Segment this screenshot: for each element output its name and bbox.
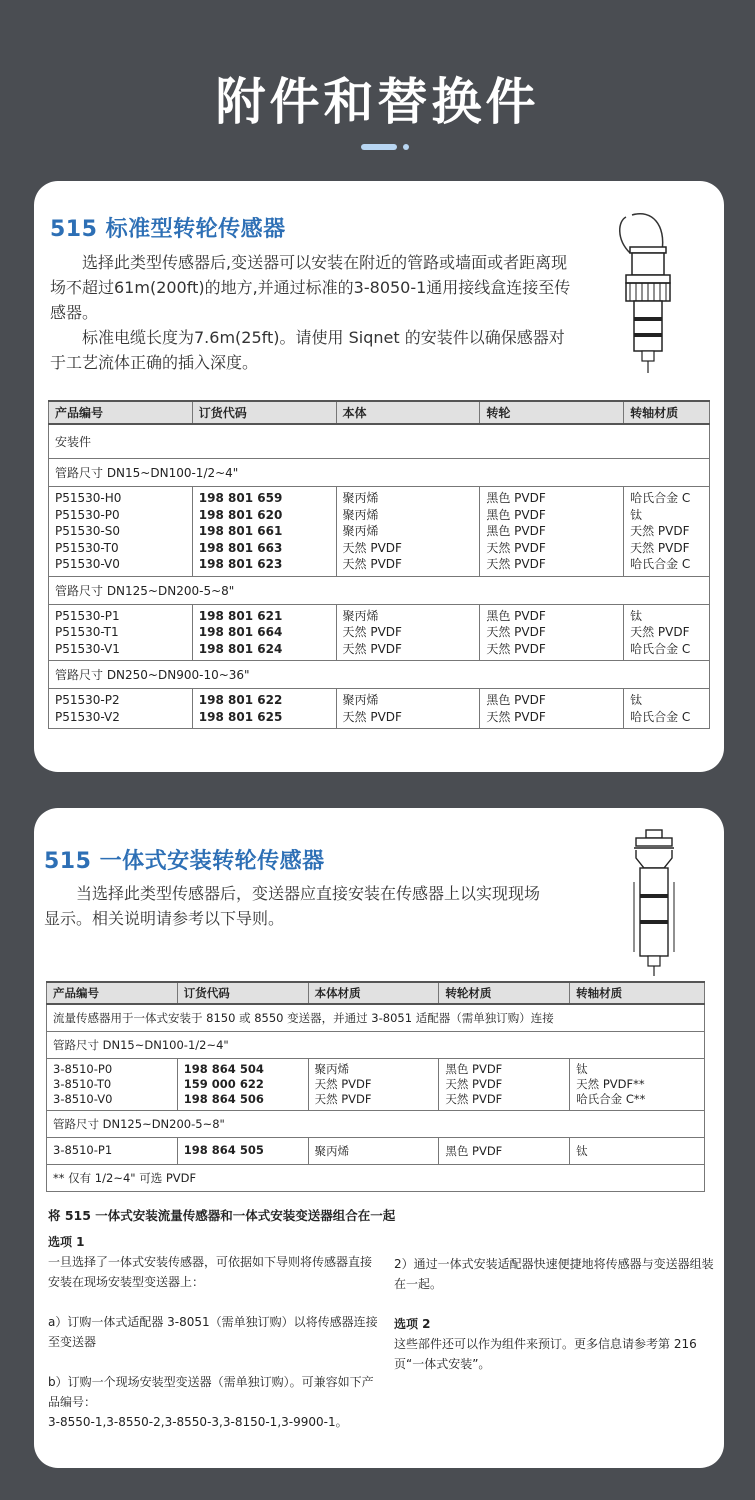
section-description [50, 250, 580, 375]
table-row [49, 689, 710, 729]
table-row [47, 1111, 705, 1138]
group-label: 管路尺寸 DN250~DN900-10~36" [49, 661, 710, 689]
rotor-cell: 黑色 PVDF [439, 1138, 570, 1165]
group-label: 管路尺寸 DN125~DN200-5~8" [49, 576, 710, 604]
shaft-cell: 钛 天然 PVDF 哈氏合金 C [624, 604, 710, 661]
order-code-cell: 198 801 622 198 801 625 [192, 689, 336, 729]
table-row [47, 1165, 705, 1192]
section-title: 515 标准型转轮传感器 [50, 217, 286, 242]
part-number-cell: 3-8510-P0 3-8510-T0 3-8510-V0 [47, 1059, 178, 1111]
table-row [49, 459, 710, 487]
order-code-cell: 198 864 504 159 000 622 198 864 506 [177, 1059, 308, 1111]
option1-step-2: 2）通过一体式安装适配器快速便捷地将传感器与变送器组装在一起。 [394, 1257, 714, 1291]
column-header: 订货代码 [192, 401, 336, 424]
note-row: 流量传感器用于一体式安装于 8150 或 8550 变送器，并通过 3-8051 适配器（需单独订购）连接 [47, 1004, 705, 1032]
column-header: 转轮 [480, 401, 624, 424]
option1-step-b: b）订购一个现场安装型变送器（需单独订购）。可兼容如下产品编号： [48, 1375, 374, 1409]
part-number-cell: 3-8510-P1 [47, 1138, 178, 1165]
option1-models: 3-8550-1,3-8550-2,3-8550-3,3-8150-1,3-9900-1。 [48, 1415, 348, 1429]
part-number-cell: P51530-P1 P51530-T1 P51530-V1 [49, 604, 193, 661]
standard-sensor-card [34, 181, 724, 772]
shaft-cell: 哈氏合金 C 钛 天然 PVDF 天然 PVDF 哈氏合金 C [624, 487, 710, 577]
table-header-row [47, 982, 705, 1004]
table-row [47, 1004, 705, 1032]
install-label: 安装件 [49, 424, 710, 459]
page-title: 附件和替换件 [215, 73, 540, 131]
column-header: 订货代码 [177, 982, 308, 1004]
table-row [49, 661, 710, 689]
column-header: 转轴材质 [570, 982, 705, 1004]
option1-step-a: a）订购一体式适配器 3-8051（需单独订购）以将传感器连接至变送器 [48, 1315, 378, 1349]
table-row [49, 424, 710, 459]
shaft-cell: 钛 [570, 1138, 705, 1165]
standard-sensor-table [48, 400, 710, 729]
table-row [47, 1138, 705, 1165]
integral-sensor-illustration [626, 828, 686, 978]
part-number-cell: P51530-P2 P51530-V2 [49, 689, 193, 729]
column-header: 产品编号 [49, 401, 193, 424]
body-cell: 聚丙烯 天然 PVDF 天然 PVDF [308, 1059, 439, 1111]
column-header: 本体 [336, 401, 480, 424]
sensor-illustration [612, 209, 682, 379]
description-paragraph: 标准电缆长度为7.6m(25ft)。请使用 Siqnet 的安装件以确保感器对于工艺流体正确的插入深度。 [50, 328, 565, 372]
combo-heading: 将 515 一体式安装流量传感器和一体式安装变送器组合在一起 [48, 1208, 396, 1223]
table-row [49, 576, 710, 604]
shaft-cell: 钛 天然 PVDF** 哈氏合金 C** [570, 1059, 705, 1111]
group-label: 管路尺寸 DN15~DN100-1/2~4" [47, 1032, 705, 1059]
option1-text: 一旦选择了一体式安装传感器，可依据如下导则将传感器直接安装在现场安装型变送器上： [48, 1255, 373, 1289]
body-cell: 聚丙烯 天然 PVDF 天然 PVDF [336, 604, 480, 661]
group-label: 管路尺寸 DN15~DN100-1/2~4" [49, 459, 710, 487]
rotor-cell: 黑色 PVDF 黑色 PVDF 黑色 PVDF 天然 PVDF 天然 PVDF [480, 487, 624, 577]
integral-sensor-table [46, 981, 705, 1192]
footnote: ** 仅有 1/2~4" 可选 PVDF [47, 1165, 705, 1192]
rotor-cell: 黑色 PVDF 天然 PVDF 天然 PVDF [439, 1059, 570, 1111]
option1-title: 选项 1 [48, 1235, 85, 1249]
table-row [49, 604, 710, 661]
option2-column [394, 1254, 718, 1374]
option1-column [48, 1232, 378, 1432]
body-cell: 聚丙烯 天然 PVDF [336, 689, 480, 729]
rotor-cell: 黑色 PVDF 天然 PVDF [480, 689, 624, 729]
section-description [44, 881, 544, 931]
order-code-cell: 198 801 659 198 801 620 198 801 661 198 801 663 198 801 623 [192, 487, 336, 577]
part-number-cell: P51530-H0 P51530-P0 P51530-S0 P51530-T0 P51530-V0 [49, 487, 193, 577]
column-header: 本体材质 [308, 982, 439, 1004]
integral-sensor-card [34, 808, 724, 1468]
description-paragraph: 当选择此类型传感器后，变送器应直接安装在传感器上以实现现场显示。相关说明请参考以下导则。 [44, 884, 541, 928]
column-header: 转轮材质 [439, 982, 570, 1004]
shaft-cell: 钛 哈氏合金 C [624, 689, 710, 729]
body-cell: 聚丙烯 [308, 1138, 439, 1165]
order-code-cell: 198 864 505 [177, 1138, 308, 1165]
option2-title: 选项 2 [394, 1317, 431, 1331]
table-row [47, 1032, 705, 1059]
rotor-cell: 黑色 PVDF 天然 PVDF 天然 PVDF [480, 604, 624, 661]
description-paragraph: 选择此类型传感器后,变送器可以安装在附近的管路或墙面或者距离现场不超过61m(200ft)的地方,并通过标准的3-8050-1通用接线盒连接至传感器。 [50, 253, 571, 322]
option2-text: 这些部件还可以作为组件来预订。更多信息请参考第 216 页“一体式安装”。 [394, 1337, 697, 1371]
column-header: 转轴材质 [624, 401, 710, 424]
table-header-row [49, 401, 710, 424]
table-row [49, 487, 710, 577]
order-code-cell: 198 801 621 198 801 664 198 801 624 [192, 604, 336, 661]
table-row [47, 1059, 705, 1111]
column-header: 产品编号 [47, 982, 178, 1004]
body-cell: 聚丙烯 聚丙烯 聚丙烯 天然 PVDF 天然 PVDF [336, 487, 480, 577]
section-title: 515 一体式安装转轮传感器 [44, 849, 325, 874]
group-label: 管路尺寸 DN125~DN200-5~8" [47, 1111, 705, 1138]
